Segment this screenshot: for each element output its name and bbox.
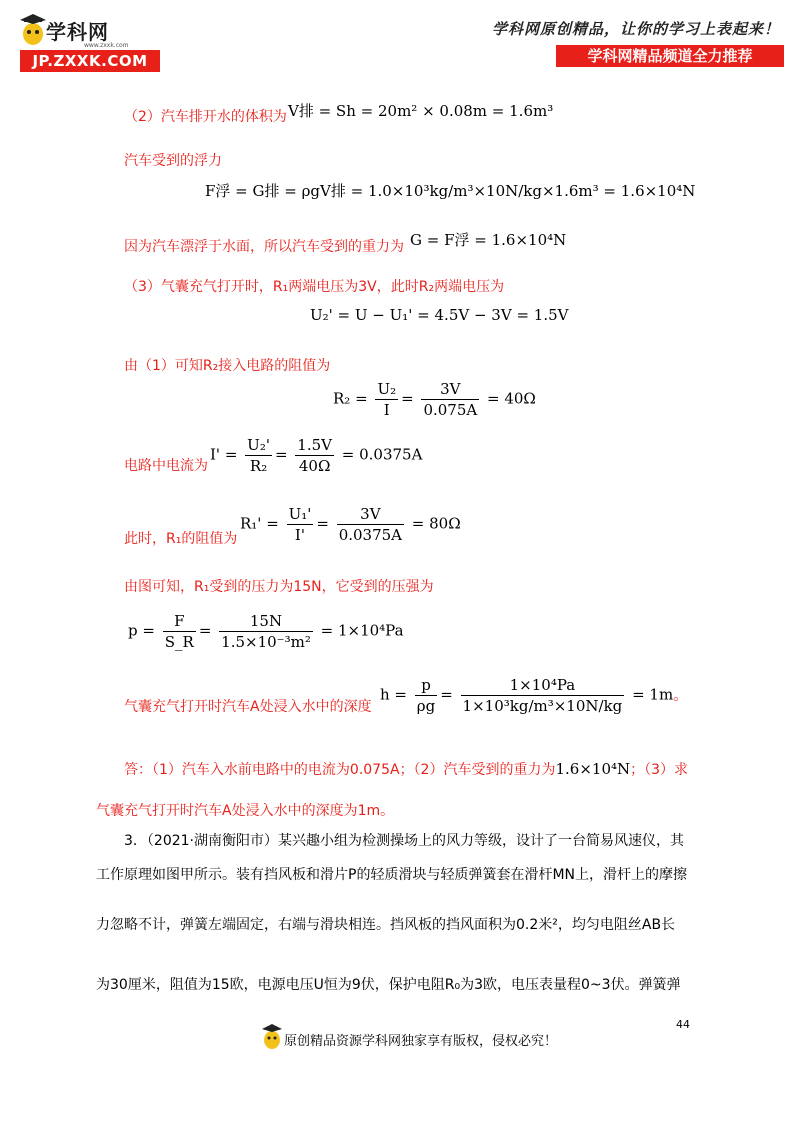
line-buoyancy-label: 汽车受到的浮力: [124, 153, 222, 169]
problem-3-line-4: 为30厘米，阻值为15欧，电源电压U恒为9伏，保护电阻R₀为3欧，电压表量程0~3伏。弹簧弹: [96, 977, 681, 993]
problem-3-line-2: 工作原理如图甲所示。装有挡风板和滑片P的轻质滑块与轻质弹簧套在滑杆MN上，滑杆上的摩擦: [96, 867, 687, 883]
eq-voltage: U₂' = U − U₁' = 4.5V − 3V = 1.5V: [310, 306, 569, 324]
eq-resistance-r2: R₂ = $\frac{\text{U₂}}{I}$ = $\frac{3V}{0.075A}$ = 40Ω: [333, 380, 536, 419]
site-logo[interactable]: [20, 14, 160, 74]
answer-line-2: 气囊充气打开时汽车A处浸入水中的深度为1m。: [96, 803, 395, 819]
eq-buoyancy: F浮 = G排 = ρgV排 = 1.0×10³kg/m³×10N/kg×1.6m³ = 1.6×10⁴N: [205, 182, 696, 200]
eq-gravity: G = F浮 = 1.6×10⁴N: [410, 231, 567, 249]
eq-depth: h = $\frac{p}{\rho g}$ = $\frac{\text{1×10⁴Pa}}{\text{1×10³kg/m³×10N/kg}}$ = 1m。: [380, 676, 689, 715]
line-resistance-label: 由（1）可知R₂接入电路的阻值为: [124, 358, 331, 374]
line-r1-label: 此时，R₁的阻值为: [124, 531, 238, 547]
problem-3-line-1: 3．（2021·湖南衡阳市）某兴趣小组为检测操场上的风力等级，设计了一台简易风速仪，其: [124, 833, 684, 849]
header-slogan: 学科网原创精品，让你的学习上表起来！: [491, 20, 780, 38]
mascot-icon: [20, 14, 46, 48]
line-pressure-label: 由图可知，R₁受到的压力为15N，它受到的压强为: [124, 579, 434, 595]
footer-copyright: 原创精品资源学科网独家享有版权，侵权必究！: [284, 1034, 558, 1049]
logo-subtext: www.zxxk.com: [84, 42, 129, 49]
line-depth-label: 气囊充气打开时汽车A处浸入水中的深度: [124, 699, 372, 715]
line-current-label: 电路中电流为: [124, 458, 208, 474]
line-displacement-label: （2）汽车排开水的体积为: [124, 109, 287, 125]
logo-domain-bar: JP.ZXXK.COM: [20, 50, 160, 72]
page-number: 44: [676, 1018, 690, 1031]
channel-banner: 学科网精品频道全力推荐: [556, 45, 784, 67]
mascot-icon: [262, 1024, 282, 1050]
eq-current: I' = $\frac{\text{U₂'}}{\text{R₂}}$ = $\frac{1.5V}{40\Omega}$ = 0.0375A: [210, 436, 423, 475]
eq-resistance-r1: R₁' = $\frac{\text{U₁'}}{I'}$ = $\frac{3V}{0.0375A}$ = 80Ω: [240, 505, 461, 544]
answer-line-1: 答：（1）汽车入水前电路中的电流为0.075A；（2）汽车受到的重力为1.6×10⁴N；（3）求: [124, 760, 689, 778]
logo-text: 学科网: [46, 20, 109, 44]
line-voltage-label: （3）气囊充气打开时，R₁两端电压为3V，此时R₂两端电压为: [124, 279, 505, 295]
problem-3-line-3: 力忽略不计，弹簧左端固定，右端与滑块相连。挡风板的挡风面积为0.2米²，均匀电阻丝AB长: [96, 917, 676, 933]
eq-pressure: p = $\frac{F}{S\_R}$ = $\frac{15N}{\text{1.5×10⁻³m²}}$ = 1×10⁴Pa: [128, 612, 404, 651]
eq-displacement: V排 = Sh = 20m² × 0.08m = 1.6m³: [288, 102, 554, 120]
line-gravity-label: 因为汽车漂浮于水面，所以汽车受到的重力为: [124, 239, 404, 255]
